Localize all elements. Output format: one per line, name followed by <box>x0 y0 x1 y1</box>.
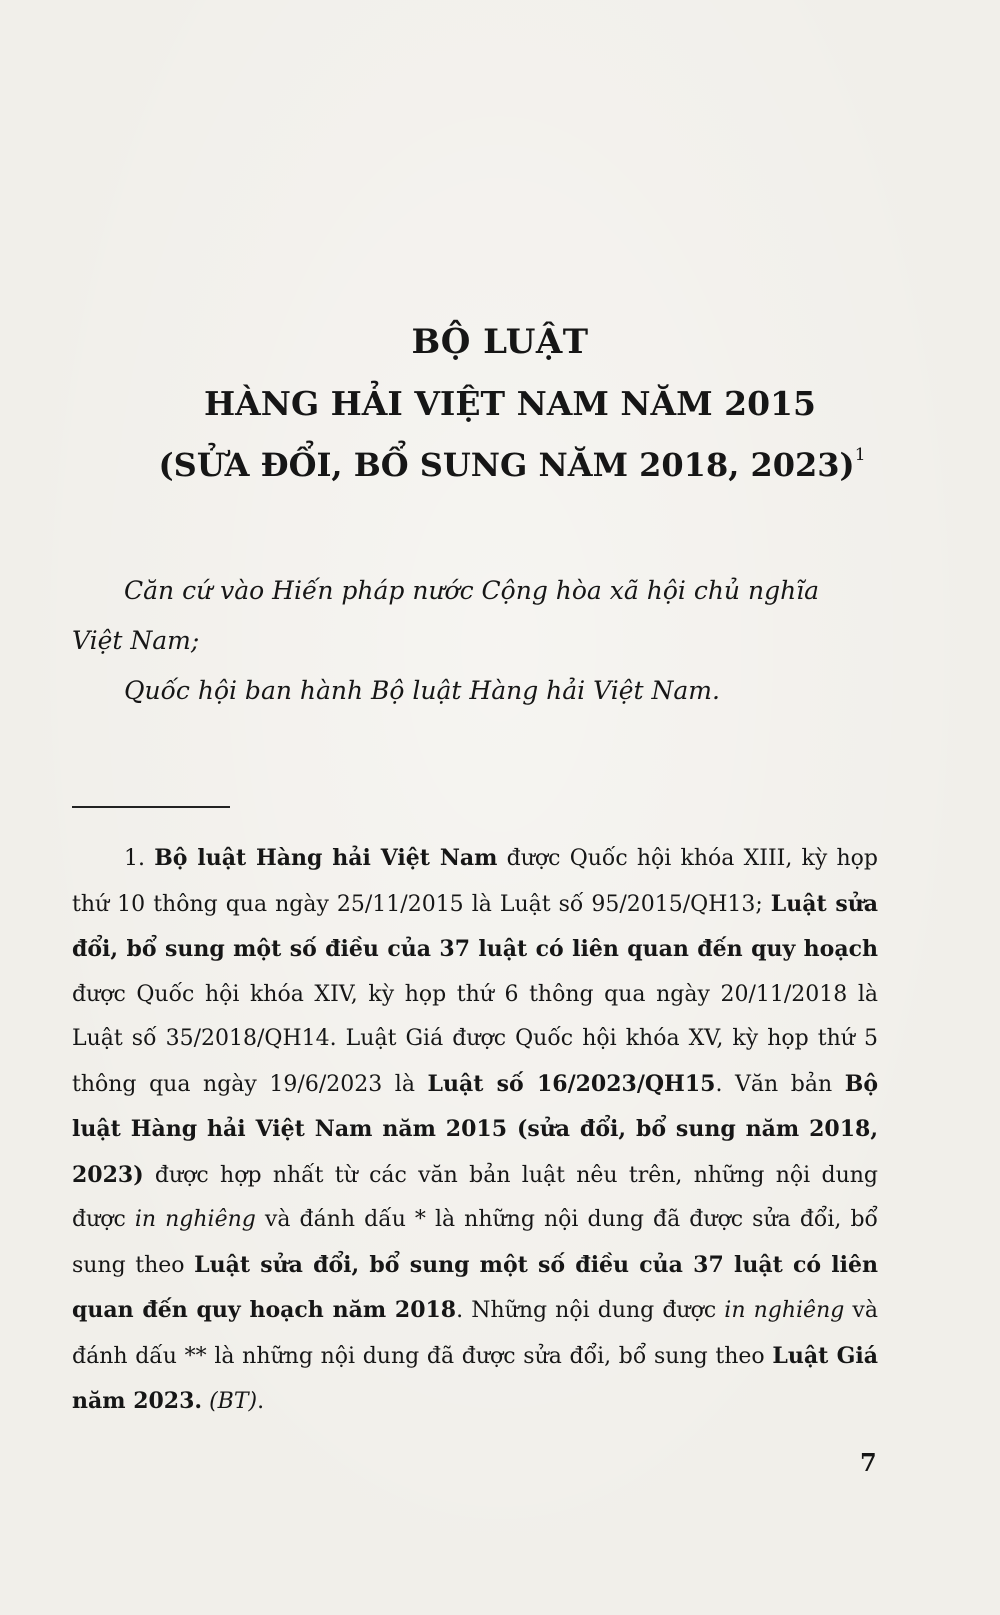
title-line-3-text: (SỬA ĐỔI, BỔ SUNG NĂM 2018, 2023) <box>158 446 855 484</box>
footnote-text-5: và đánh dấu * là những nội dung đã được sửa đổi, bổ sung theo <box>72 1207 878 1278</box>
preamble-basis-line-1: Căn cứ vào Hiến pháp nước Cộng hòa xã hội chủ nghĩa <box>124 576 820 605</box>
preamble-basis <box>72 566 912 666</box>
footnote-text-2: được Quốc hội khóa XIV, kỳ họp thứ 6 thông qua ngày 20/11/2018 là Luật số 35/2018/QH14. Luật Giá được Quốc hội khóa XV, kỳ họp thứ 5 thông qua ngày 19/6/2023 là <box>72 981 878 1097</box>
footnote-text-6: . Những nội dung được <box>456 1298 725 1323</box>
footnote-text-7: và đánh dấu ** là những nội dung đã được sửa đổi, bổ sung theo <box>72 1298 878 1369</box>
footnote-text-3: . Văn bản <box>715 1071 845 1097</box>
footnote-amending-law: Luật sửa đổi, bổ sung một số điều của 37 luật có liên quan đến quy hoạch <box>72 890 878 962</box>
preamble-basis-line-2: Việt Nam; <box>72 626 200 655</box>
footnote-number: 1. <box>124 846 155 871</box>
footnote-amending-law-2018: Luật sửa đổi, bổ sung một số điều của 37 luật có liên quan đến quy hoạch năm 2018 <box>72 1251 878 1323</box>
footnote-separator <box>72 806 230 808</box>
footnote <box>72 836 878 1425</box>
title-line-2: HÀNG HẢI VIỆT NAM NĂM 2015 <box>204 384 816 423</box>
title-line-1: BỘ LUẬT <box>411 322 589 362</box>
title-line-3 <box>12 446 1000 484</box>
footnote-reference: 1 <box>854 445 866 466</box>
preamble-enactment: Quốc hội ban hành Bộ luật Hàng hải Việt Nam. <box>124 676 720 705</box>
footnote-text-4: được hợp nhất từ các văn bản luật nêu trên, những nội dung được <box>72 1162 878 1232</box>
footnote-editor-note: (BT) <box>209 1389 258 1414</box>
footnote-consolidated-title: Bộ luật Hàng hải Việt Nam năm 2015 (sửa đổi, bổ sung năm 2018, 2023) <box>72 1070 879 1188</box>
footnote-italic-1: in nghiêng <box>134 1207 256 1232</box>
footnote-law-name: Bộ luật Hàng hải Việt Nam <box>154 845 498 871</box>
footnote-italic-2: in nghiêng <box>724 1298 845 1323</box>
page-number: 7 <box>860 1448 877 1477</box>
footnote-end: . <box>257 1389 265 1414</box>
footnote-text-1: được Quốc hội khóa XIII, kỳ họp thứ 10 thông qua ngày 25/11/2015 là Luật số 95/2015/QH13; <box>72 846 879 917</box>
footnote-price-law-2023: Luật Giá năm 2023. <box>72 1342 878 1414</box>
footnote-price-law-number: Luật số 16/2023/QH15 <box>427 1070 716 1097</box>
